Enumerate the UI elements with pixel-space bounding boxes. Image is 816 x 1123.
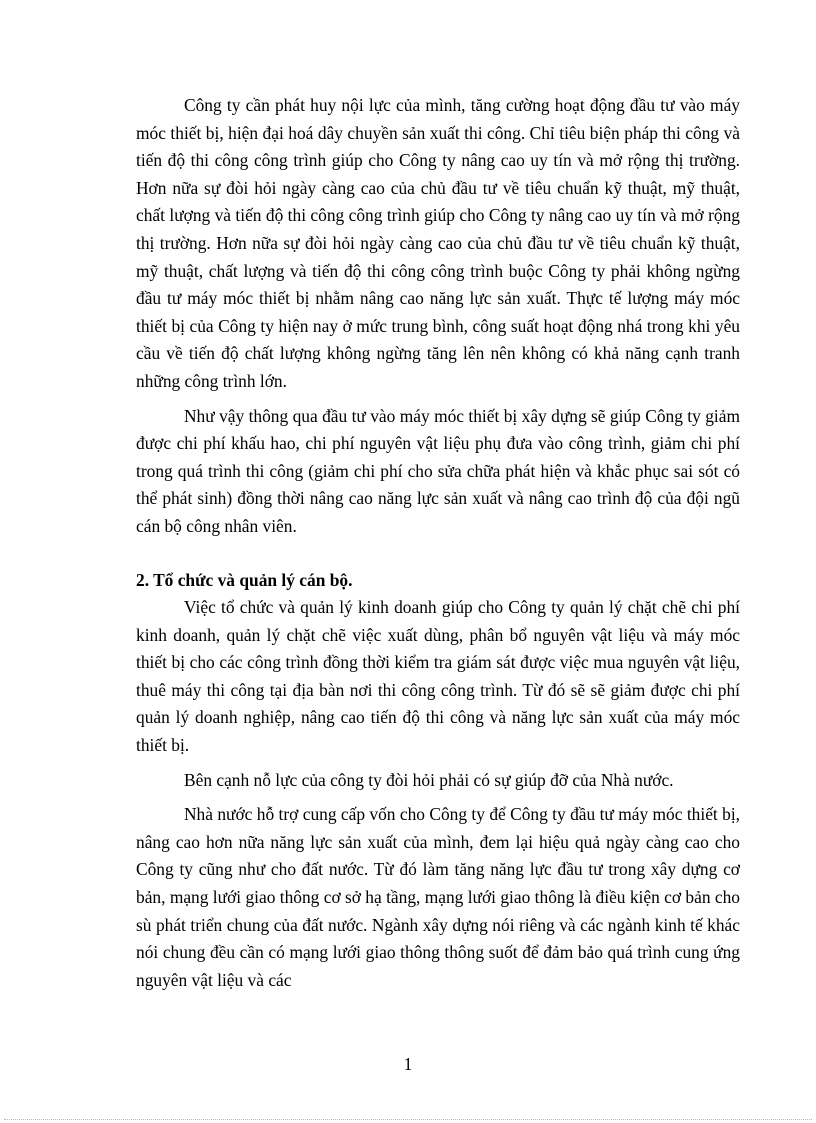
paragraph-investment-machinery: Công ty cần phát huy nội lực của mình, tăng cường hoạt động đầu tư vào máy móc thiết bị, hiện đại hoá dây chuyền sản xuất thi công. Chỉ tiêu biện pháp thi công và tiến độ thi công công trình giúp cho Công ty nâng cao uy tín và mở rộng thị trường. Hơn nữa sự đòi hỏi ngày càng cao của chủ đầu tư về tiêu chuẩn kỹ thuật, mỹ thuật, chất lượng và tiến độ thi công công trình giúp cho Công ty nâng cao uy tín và mở rộng thị trường. Hơn nữa sự đòi hỏi ngày càng cao của chủ đầu tư về tiêu chuẩn kỹ thuật, mỹ thuật, chất lượng và tiến độ thi công công trình buộc Công ty phải không ngừng đầu tư máy móc thiết bị nhằm nâng cao năng lực sản xuất. Thực tế lượng máy móc thiết bị của Công ty hiện nay ở mức trung bình, công suất hoạt động nhá trong khi yêu cầu về tiến độ chất lượng không ngừng tăng lên nên không có khả năng cạnh tranh những công trình lớn. [136,95,740,391]
paragraph-management: Việc tổ chức và quản lý kinh doanh giúp cho Công ty quản lý chặt chẽ chi phí kinh doanh, quản lý chặt chẽ việc xuất dùng, phân bổ nguyên vật liệu và máy móc thiết bị cho các công trình đồng thời kiểm tra giám sát được việc mua nguyên vật liệu, thuê máy thi công tại địa bàn nơi thi công công trình. Từ đó sẽ sẽ giảm được chi phí quản lý doanh nghiệp, nâng cao tiến độ thi công và năng lực sản xuất của máy móc thiết bị. [136,597,740,756]
section-heading: 2. Tổ chức và quản lý cán bộ. [136,569,353,590]
page-bottom-divider [4,1119,812,1120]
document-body [136,92,740,1001]
paragraph-state-support: Bên cạnh nỗ lực của công ty đòi hỏi phải có sự giúp đỡ của Nhà nước. [184,769,674,790]
page-number: 1 [403,1054,413,1074]
paragraph-cost-reduction: Như vậy thông qua đầu tư vào máy móc thiết bị xây dựng sẽ giúp Công ty giảm được chi phí khấu hao, chi phí nguyên vật liệu phụ đưa vào công trình, giảm chi phí trong quá trình thi công (giảm chi phí cho sửa chữa phát hiện và khắc phục sai sót có thể phát sinh) đồng thời nâng cao năng lực sản xuất và nâng cao trình độ của đội ngũ cán bộ công nhân viên. [136,405,740,536]
paragraph-state-capital: Nhà nước hỗ trợ cung cấp vốn cho Công ty để Công ty đầu tư máy móc thiết bị, nâng cao hơn nữa năng lực sản xuất của mình, đem lại hiệu quả ngày càng cao cho Công ty cũng như cho đất nước. Từ đó làm tăng năng lực đầu tư trong xây dựng cơ bản, mạng lưới giao thông cơ sở hạ tầng, mạng lưới giao thông là điều kiện cơ bản cho sù phát triển chung của đất nước. Ngành xây dựng nói riêng và các ngành kinh tế khác nói chung đều cần có mạng lưới giao thông thông suốt để đảm bảo quá trình cung ứng nguyên vật liệu và các [136,804,740,990]
